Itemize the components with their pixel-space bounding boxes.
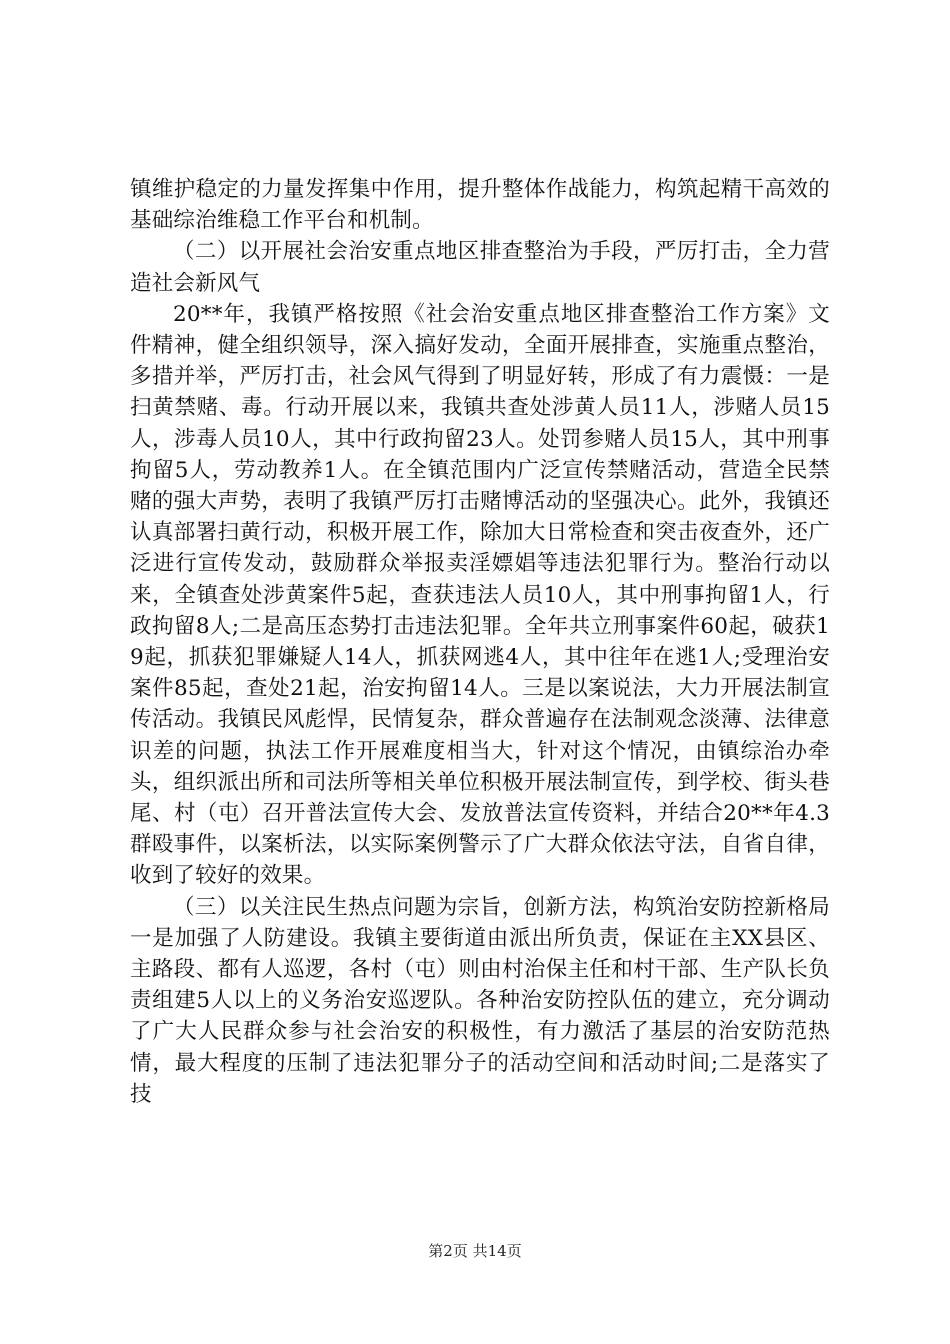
document-body (130, 174, 830, 1110)
section-heading-2: （二）以开展社会治安重点地区排查整治为手段，严厉打击，全力营造社会新风气 (130, 239, 830, 296)
section-heading-3-paragraph: （三）以关注民生热点问题为宗旨，创新方法，构筑治安防控新格局一是加强了人防建设。我镇主要街道由派出所负责，保证在主XX县区、主路段、都有人巡逻，各村（屯）则由村治保主任和村干部、生产队长负责组建5人以上的义务治安巡逻队。各种治安防控队伍的建立，充分调动了广大人民群众参与社会治安的积极性，有力激活了基层的治安防范热情，最大程度的压制了违法犯罪分子的活动空间和活动时间;二是落实了技 (130, 894, 830, 1107)
paragraph-rectification: 20**年，我镇严格按照《社会治安重点地区排查整治工作方案》文件精神，健全组织领导，深入搞好发动，全面开展排查，实施重点整治，多措并举，严厉打击，社会风气得到了明显好转，形成了有力震慑：一是扫黄禁赌、毒。行动开展以来，我镇共查处涉黄人员11人，涉赌人员15人，涉毒人员10人，其中行政拘留23人。处罚参赌人员15人，其中刑事拘留5人，劳动教养1人。在全镇范围内广泛宣传禁赌活动，营造全民禁赌的强大声势，表明了我镇严厉打击赌博活动的坚强决心。此外，我镇还认真部署扫黄行动，积极开展工作，除加大日常检查和突击夜查外，还广泛进行宣传发动，鼓励群众举报卖淫嫖娼等违法犯罪行为。整治行动以来，全镇查处涉黄案件5起，查获违法人员10人，其中刑事拘留1人，行政拘留8人;二是高压态势打击违法犯罪。全年共立刑事案件60起，破获19起，抓获犯罪嫌疑人14人，抓获网逃4人，其中往年在逃1人;受理治安案件85起，查处21起，治安拘留14人。三是以案说法，大力开展法制宣传活动。我镇民风彪悍，民情复杂，群众普遍存在法制观念淡薄、法律意识差的问题，执法工作开展难度相当大，针对这个情况，由镇综治办牵头，组织派出所和司法所等相关单位积极开展法制宣传，到学校、街头巷尾、村（屯）召开普法宣传大会、发放普法宣传资料，并结合20**年4.3群殴事件，以案析法，以实际案例警示了广大群众依法守法，自省自律，收到了较好的效果。 (130, 301, 830, 889)
paragraph-continuation: 镇维护稳定的力量发挥集中作用，提升整体作战能力，构筑起精干高效的基础综治维稳工作平台和机制。 (130, 177, 830, 234)
page-number-footer: 第2页 共14页 (428, 1242, 522, 1260)
